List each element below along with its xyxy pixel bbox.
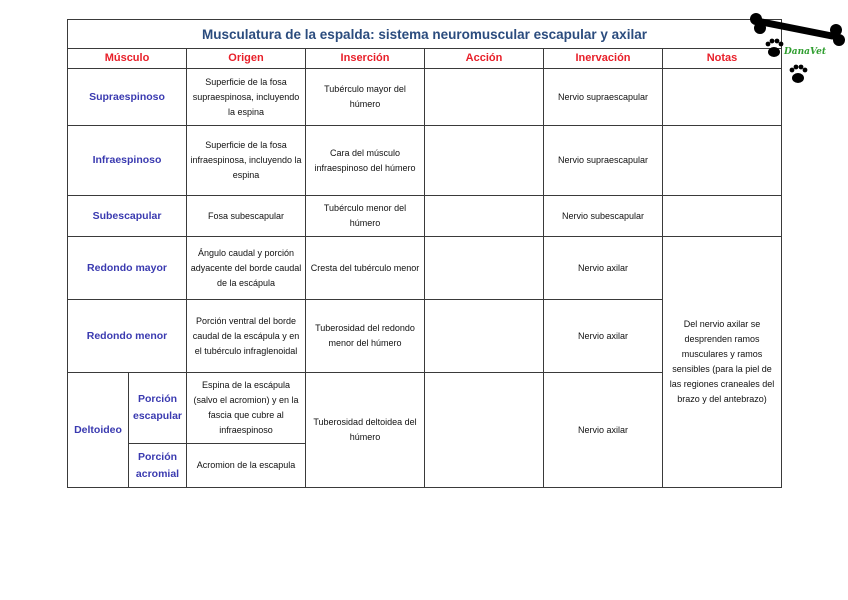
bone-icon [750,13,845,46]
innervation-cell: Nervio axilar [544,300,663,373]
deltoid-part-name: Porción escapular [129,373,187,444]
action-cell [425,300,544,373]
origin-cell: Fosa subescapular [187,196,306,237]
action-cell [425,373,544,488]
header-musculo: Músculo [68,49,187,69]
insertion-cell: Tubérculo menor del húmero [306,196,425,237]
origin-cell: Ángulo caudal y porción adyacente del borde caudal de la escápula [187,237,306,300]
insertion-cell: Tuberosidad deltoidea del húmero [306,373,425,488]
muscle-name: Infraespinoso [68,126,187,196]
insertion-cell: Tubérculo mayor del húmero [306,69,425,126]
insertion-cell: Tuberosidad del redondo menor del húmero [306,300,425,373]
action-cell [425,69,544,126]
innervation-cell: Nervio axilar [544,373,663,488]
origin-cell: Superficie de la fosa supraespinosa, incluyendo la espina [187,69,306,126]
header-inervacion: Inervación [544,49,663,69]
table-title: Musculatura de la espalda: sistema neuromuscular escapular y axilar [68,20,782,49]
table-row [68,126,782,196]
notes-axillary: Del nervio axilar se desprenden ramos musculares y ramos sensibles (para la piel de las regiones craneales del brazo y del antebrazo) [663,237,782,488]
action-cell [425,196,544,237]
origin-cell: Acromion de la escapula [187,444,306,488]
innervation-cell: Nervio supraescapular [544,126,663,196]
innervation-cell: Nervio supraescapular [544,69,663,126]
muscle-name: Redondo menor [68,300,187,373]
header-accion: Acción [425,49,544,69]
notes-cell [663,126,782,196]
insertion-cell: Cresta del tubérculo menor [306,237,425,300]
origin-cell: Superficie de la fosa infraespinosa, incluyendo la espina [187,126,306,196]
table-row [68,196,782,237]
header-origen: Origen [187,49,306,69]
deltoid-part-name: Porción acromial [129,444,187,488]
muscle-name: Redondo mayor [68,237,187,300]
muscle-name: Supraespinoso [68,69,187,126]
logo-text: DanaVet [784,47,827,57]
action-cell [425,237,544,300]
header-notas: Notas [663,49,782,69]
origin-cell: Porción ventral del borde caudal de la escápula y en el tubérculo infraglenoidal [187,300,306,373]
table-row [68,237,782,300]
paw-icon [766,39,784,57]
origin-cell: Espina de la escápula (salvo el acromion) y en la fascia que cubre al infraespinoso [187,373,306,444]
muscle-name: Subescapular [68,196,187,237]
insertion-cell: Cara del músculo infraespinoso del húmero [306,126,425,196]
muscle-table [67,19,782,488]
notes-cell [663,196,782,237]
innervation-cell: Nervio axilar [544,237,663,300]
action-cell [425,126,544,196]
header-insercion: Inserción [306,49,425,69]
header-row [68,49,782,69]
table-row [68,69,782,126]
paw-icon [790,65,808,83]
innervation-cell: Nervio subescapular [544,196,663,237]
muscle-name: Deltoideo [68,373,129,488]
